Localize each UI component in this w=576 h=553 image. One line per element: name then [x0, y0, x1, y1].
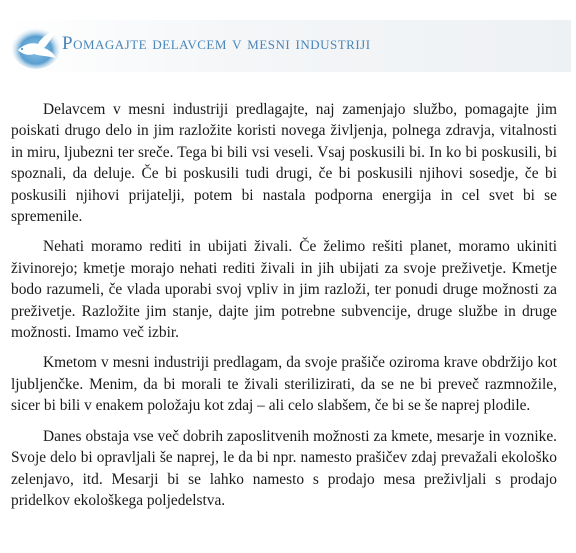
paragraph: Nehati moramo rediti in ubijati živali. Če želimo rešiti planet, moramo ukiniti živinorejo; kmetje morajo nehati rediti živali in jih ubijati za svoje preživetje. Kmetje bodo razumeli, če vlada uporabi svoj vpliv in jim razloži, ter ponudi druge možnosti za preživetje. Razložite jim stanje, dajte jim potrebne subvencije, druge službe in druge možnosti. Imamo več izbir. — [11, 238, 557, 342]
page-title: Pomagajte delavcem v mesni industriji — [62, 33, 371, 54]
paragraph: Delavcem v mesni industriji predlagajte, naj zamenjajo službo, pomagajte jim poiskati drugo delo in jim razložite koristi novega življenja, polnega zdravja, vitalnosti in miru, ljubezni ter sreče. Tega bi bili vsi veseli. Vsaj poskusili bi. In ko bi poskusili, bi spoznali, da deluje. Če bi poskusili tudi drugi, če bi poskusili njihovi sosedje, če bi poskusili njihovi prijatelji, potem bi nastala podporna energija in cel svet bi se spremenile. — [11, 101, 557, 226]
paragraph: Kmetom v mesni industriji predlagam, da svoje prašiče oziroma krave obdržijo kot ljubljenčke. Menim, da bi morali te živali sterilizirati, da se ne bi preveč razmnožile, sicer bi bili v enakem položaju kot zdaj – ali celo slabšem, če bi se še naprej plodile. — [11, 354, 557, 415]
paragraph: Danes obstaja vse več dobrih zaposlitvenih možnosti za kmete, mesarje in voznike. Svoje delo bi opravljali še naprej, le da bi npr. namesto prašičev zdaj prevažali ekološko zelenjavo, itd. Mesarji bi se lahko namesto s prodajo mesa preživljali s prodajo pridelkov ekološkega poljedelstva. — [11, 427, 557, 509]
article-body — [11, 99, 557, 520]
dove-icon — [10, 24, 60, 70]
page-header — [6, 20, 571, 72]
